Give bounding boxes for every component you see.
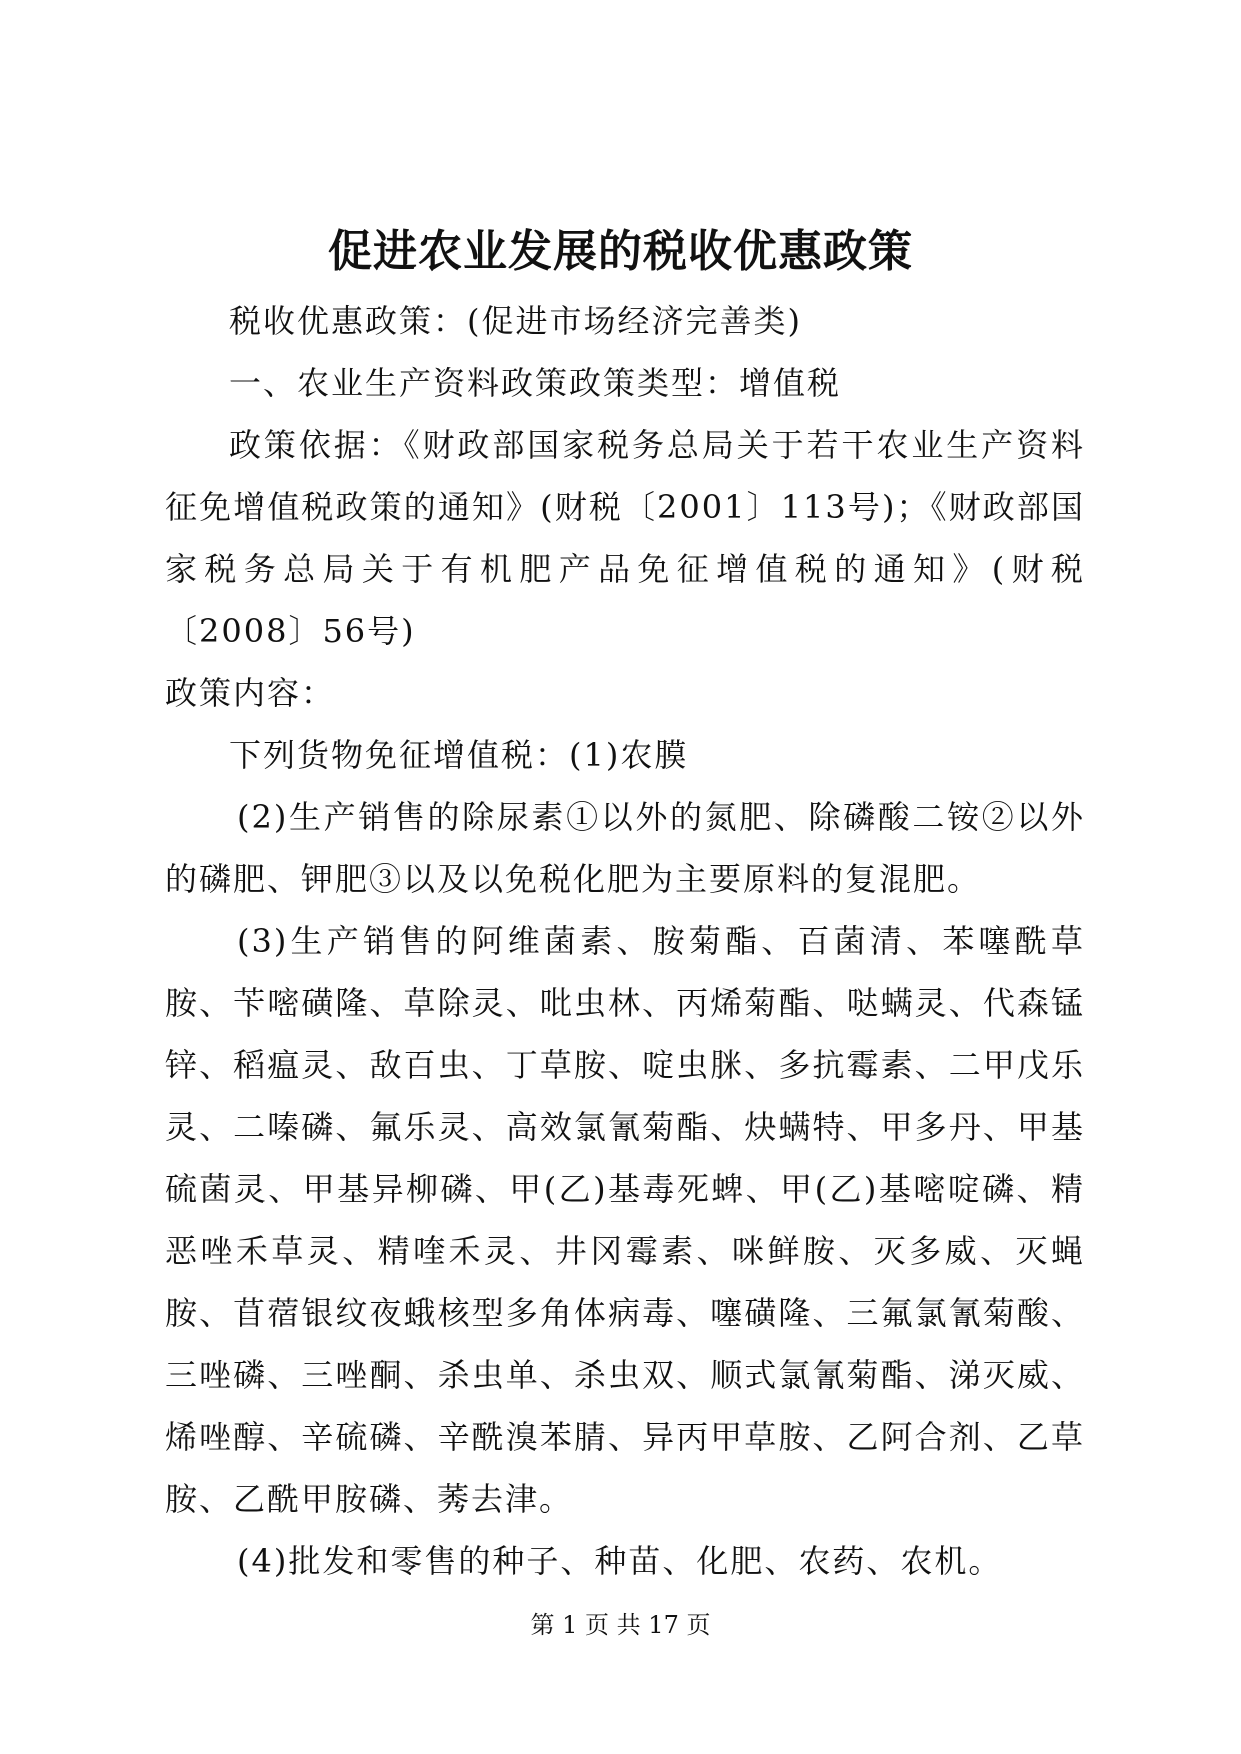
paragraph-item-4: (4)批发和零售的种子、种苗、化肥、农药、农机。 [237, 1542, 1003, 1580]
document-title: 促进农业发展的税收优惠政策 [328, 226, 913, 277]
paragraph-item-2: (2)生产销售的除尿素①以外的氮肥、除磷酸二铵②以外的磷肥、钾肥③以及以免税化肥为主要原料的复混肥。 [165, 798, 1085, 898]
paragraph-item-3: (3)生产销售的阿维菌素、胺菊酯、百菌清、苯噻酰草胺、苄嘧磺隆、草除灵、吡虫林、丙烯菊酯、哒螨灵、代森锰锌、稻瘟灵、敌百虫、丁草胺、啶虫脒、多抗霉素、二甲戊乐灵、二嗪磷、氟乐灵、高效氯氰菊酯、炔螨特、甲多丹、甲基硫菌灵、甲基异柳磷、甲(乙)基毒死蜱、甲(乙)基嘧啶磷、精恶唑禾草灵、精喹禾灵、井冈霉素、咪鲜胺、灭多威、灭蝇胺、苜蓿银纹夜蛾核型多角体病毒、噻磺隆、三氟氯氰菊酸、三唑磷、三唑酮、杀虫单、杀虫双、顺式氯氰菊酯、涕灭威、烯唑醇、辛硫磷、辛酰溴苯腈、异丙甲草胺、乙阿合剂、乙草胺、乙酰甲胺磷、莠去津。 [165, 922, 1085, 1518]
paragraph-exempt-goods-intro: 下列货物免征增值税：(1)农膜 [229, 736, 689, 774]
paragraph-policy-category: 税收优惠政策：(促进市场经济完善类) [229, 302, 802, 340]
paragraph-section-heading: 一、农业生产资料政策政策类型：增值税 [229, 364, 842, 402]
document-body [165, 290, 1085, 1592]
page-footer: 第 1 页 共 17 页 [530, 1611, 711, 1639]
paragraph-policy-content-label: 政策内容： [165, 674, 336, 712]
paragraph-policy-basis: 政策依据：《财政部国家税务总局关于若干农业生产资料征免增值税政策的通知》(财税〔2001〕113号)；《财政部国家税务总局关于有机肥产品免征增值税的通知》(财税〔2008〕56号) [165, 426, 1085, 650]
